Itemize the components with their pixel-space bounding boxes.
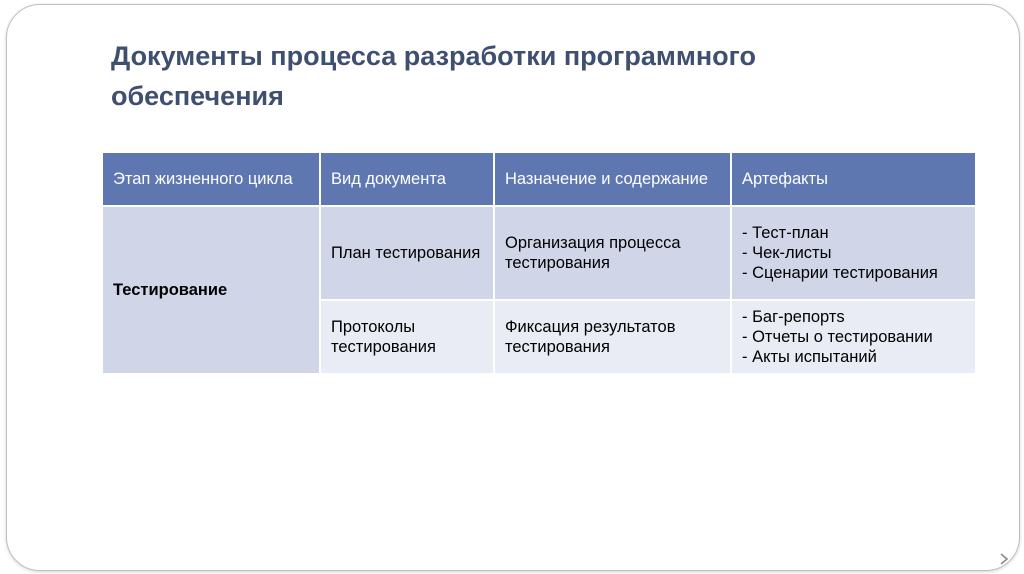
- artifacts-cell: [731, 300, 976, 374]
- artifact-item: - Баг-репортs: [742, 308, 845, 326]
- artifact-item: - Отчеты о тестировании: [742, 328, 933, 346]
- purpose-cell: Фиксация результатов тестирования: [494, 300, 731, 374]
- header-artifacts: Артефакты: [731, 152, 976, 206]
- table-header-row: [102, 152, 976, 206]
- artifact-item: - Чек-листы: [742, 244, 832, 262]
- doc-type-cell: План тестирования: [320, 206, 494, 300]
- documents-table: [101, 151, 977, 375]
- artifact-item: - Сценарии тестирования: [742, 264, 938, 282]
- artifact-item: - Акты испытаний: [742, 348, 877, 366]
- header-doc-type: Вид документа: [320, 152, 494, 206]
- purpose-cell: Организация процесса тестирования: [494, 206, 731, 300]
- table-row: [102, 206, 976, 300]
- header-purpose: Назначение и содержание: [494, 152, 731, 206]
- artifacts-cell: [731, 206, 976, 300]
- doc-type-cell: Протоколы тестирования: [320, 300, 494, 374]
- chevron-right-icon[interactable]: [998, 552, 1010, 566]
- header-stage: Этап жизненного цикла: [102, 152, 320, 206]
- artifact-item: - Тест-план: [742, 224, 829, 242]
- slide-title: Документы процесса разработки программного обеспечения: [111, 41, 757, 111]
- stage-cell: Тестирование: [102, 206, 320, 374]
